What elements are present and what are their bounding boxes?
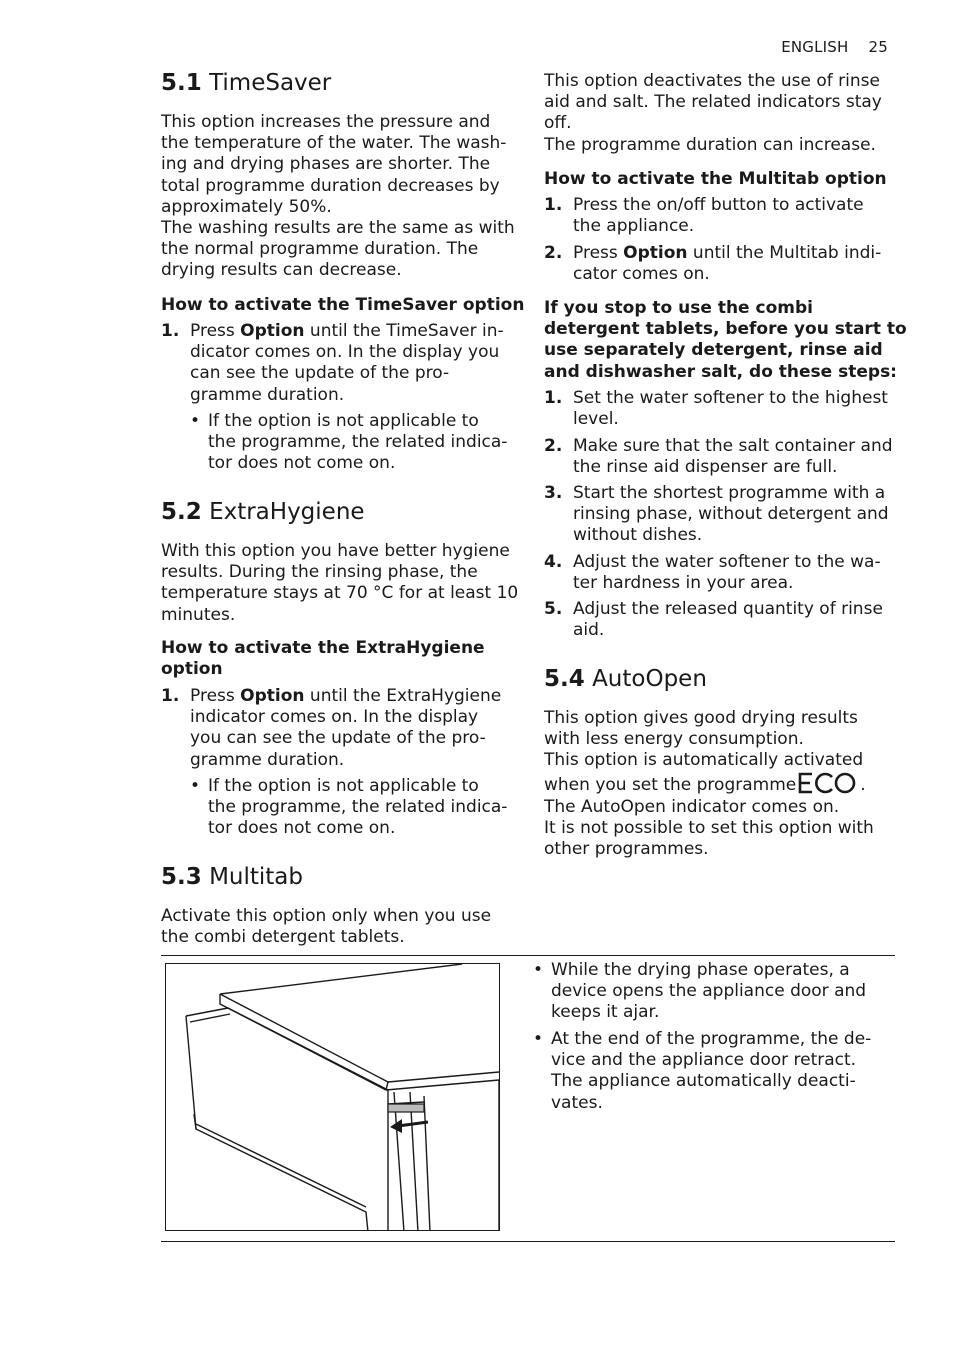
section-5-2-title: 5.2 ExtraHygiene xyxy=(161,499,365,525)
stop-combi-heading: If you stop to use the combi detergent tablets, before you start to use separately detergent, rinse aid and dishwasher salt, do these steps: xyxy=(544,298,907,382)
multitab-intro-cont: This option deactivates the use of rinse aid and salt. The related indicators stay off. The programme duration can increase. xyxy=(544,71,882,155)
section-5-1-intro: This option increases the pressure and the temperature of the water. The wash- ing and drying phases are shorter. The total programme duration decreases by approximately 50%. The washing results are the same as with the normal programme duration. The drying results can decrease. xyxy=(161,112,515,281)
page-number: 25 xyxy=(868,38,888,56)
section-5-2-intro: With this option you have better hygiene results. During the rinsing phase, the temperature stays at 70 °C for at least 10 minutes. xyxy=(161,541,519,625)
section-divider-bottom xyxy=(161,1241,895,1242)
language-label: ENGLISH xyxy=(781,38,849,56)
section-5-3-title: 5.3 Multitab xyxy=(161,864,303,890)
timesaver-howto-heading: How to activate the TimeSaver option xyxy=(161,295,525,315)
section-5-4-title: 5.4 AutoOpen xyxy=(544,666,707,692)
extrahygiene-howto-heading: How to activate the ExtraHygiene option xyxy=(161,638,485,680)
section-5-1-title: 5.1 TimeSaver xyxy=(161,70,332,96)
section-divider-top xyxy=(161,955,895,956)
multitab-howto-heading: How to activate the Multitab option xyxy=(544,169,887,189)
section-5-3-intro: Activate this option only when you use the combi detergent tablets. xyxy=(161,906,492,948)
dishwasher-door-ajar-illustration xyxy=(165,963,500,1231)
page-header xyxy=(761,38,888,56)
section-5-4-intro: This option gives good drying results with less energy consumption. This option is automatically activated when you set the programme . The AutoOpen indicator comes on. It is not possible to set this option with other programmes. xyxy=(544,708,874,860)
